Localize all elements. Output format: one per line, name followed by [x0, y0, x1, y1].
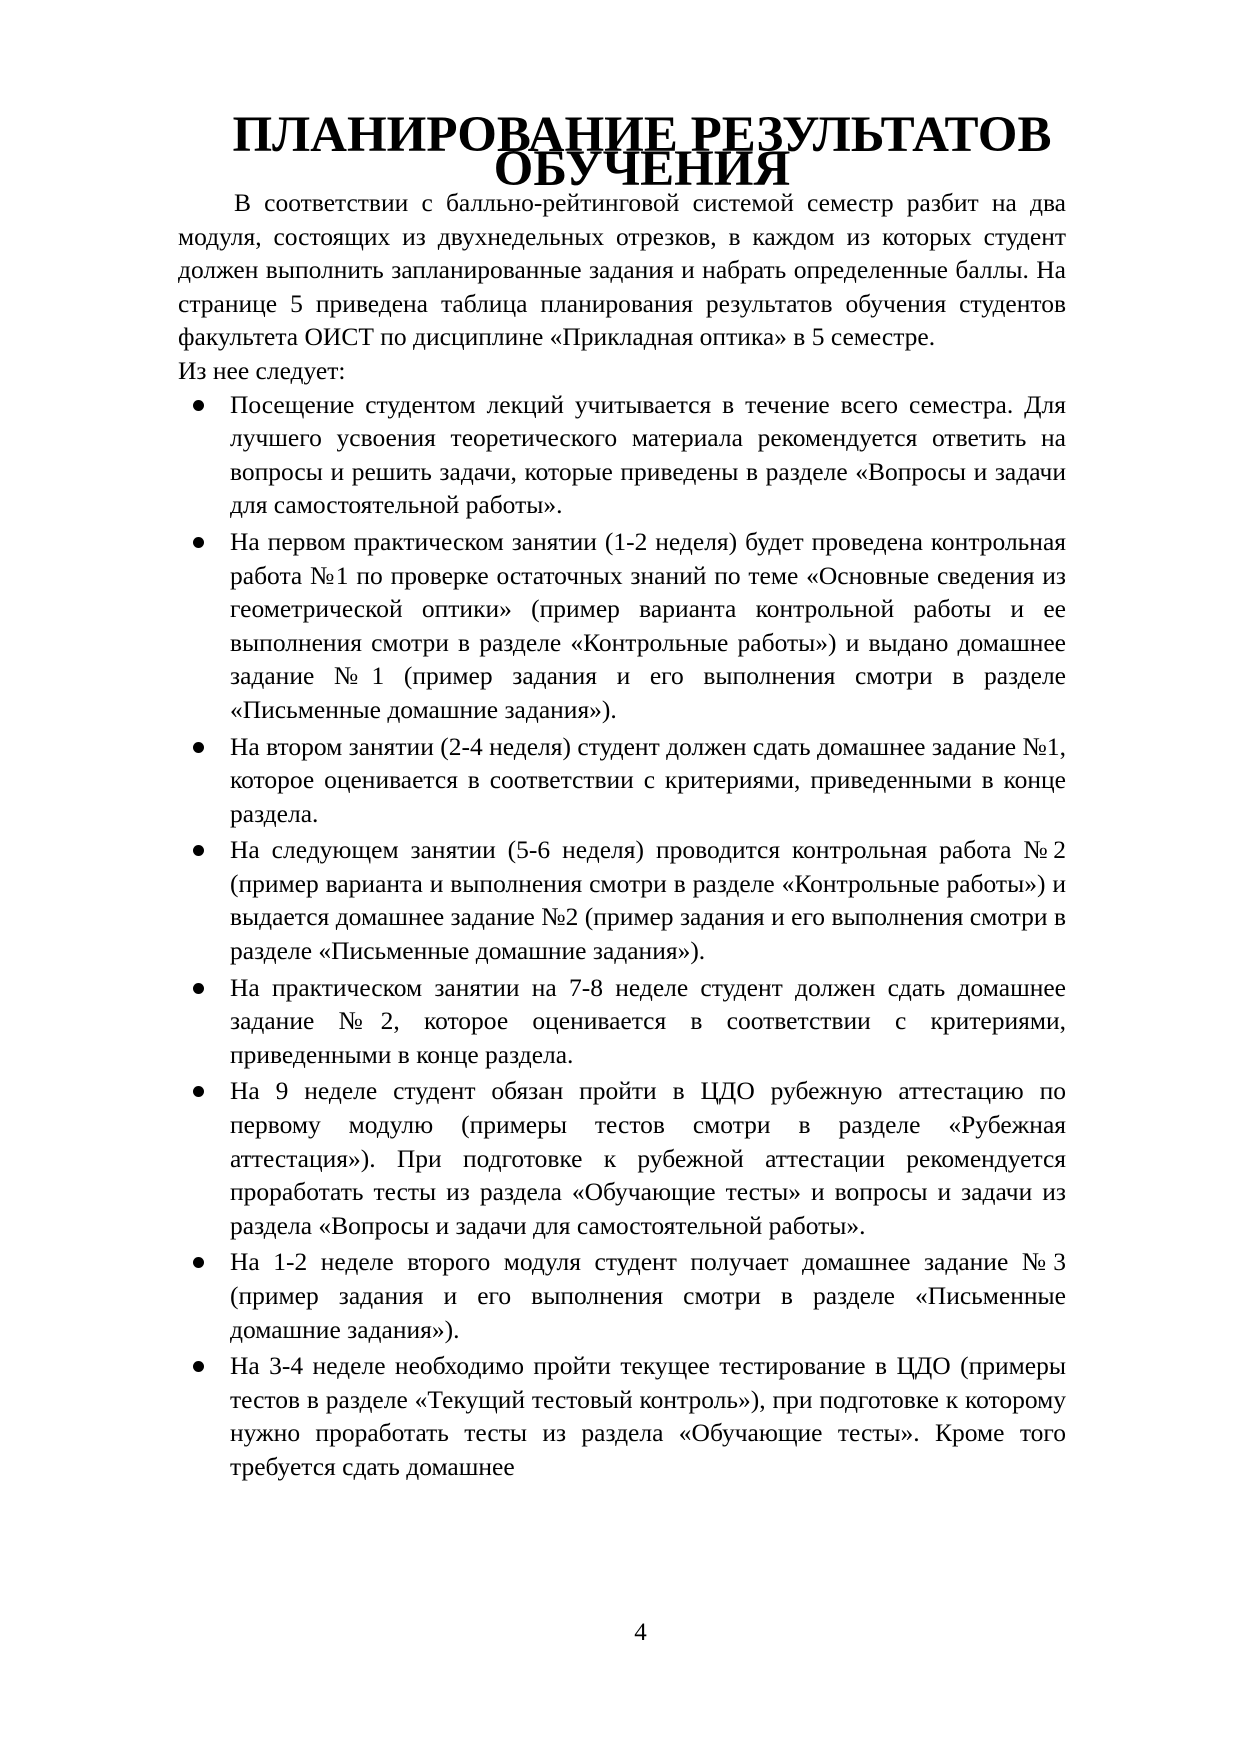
bullet-icon [193, 845, 204, 856]
list-item [178, 730, 1066, 831]
list-item [178, 525, 1066, 727]
bullet-icon [193, 1086, 204, 1097]
document-page [178, 107, 1066, 1487]
list-item [178, 388, 1066, 522]
bullet-icon [193, 1361, 204, 1372]
list-item-text: Посещение студентом лекций учитывается в течение всего семестра. Для лучшего усвоения теоретического материала рекомендуется ответить на вопросы и решить задачи, которые приведены в разделе «Вопросы и задачи для самостоятельной работы». [230, 389, 1066, 520]
list-item-text: На первом практическом занятии (1-2 неделя) будет проведена контрольная работа №1 по проверке остаточных знаний по теме «Основные сведения из геометрической оптики» (пример варианта контрольной работы и ее выполнения смотри в разделе «Контрольные работы») и выдано домашнее задание №1 (пример задания и его выполнения смотри в разделе «Письменные домашние задания»). [230, 526, 1066, 724]
bullet-icon [193, 400, 204, 411]
bullet-list [178, 388, 1066, 1484]
list-item-text: На 9 неделе студент обязан пройти в ЦДО рубежную аттестацию по первому модулю (примеры тестов смотри в разделе «Рубежная аттестация»). При подготовке к рубежной аттестации рекомендуется проработать тесты из раздела «Обучающие тесты» и вопросы и задачи из раздела «Вопросы и задачи для самостоятельной работы». [230, 1076, 1066, 1240]
lead-text: Из нее следует: [178, 355, 346, 385]
list-item [178, 971, 1066, 1072]
list-item [178, 1074, 1066, 1242]
bullet-icon [193, 537, 204, 548]
list-item [178, 1349, 1066, 1483]
list-item-text: На 1-2 неделе второго модуля студент получает домашнее задание №3 (пример задания и его выполнения смотри в разделе «Письменные домашние задания»). [230, 1247, 1066, 1344]
page-title: ПЛАНИРОВАНИЕ РЕЗУЛЬТАТОВ ОБУЧЕНИЯ [232, 107, 1052, 197]
bullet-icon [193, 742, 204, 753]
list-item-text: На 3-4 неделе необходимо пройти текущее тестирование в ЦДО (примеры тестов в разделе «Текущий тестовый контроль»), при подготовке к которому нужно проработать тесты из раздела «Обучающие тесты». Кроме того требуется сдать домашнее [230, 1351, 1066, 1481]
list-item-text: На следующем занятии (5-6 неделя) проводится контрольная работа №2 (пример варианта и выполнения смотри в разделе «Контрольные работы») и выдается домашнее задание №2 (пример задания и его выполнения смотри в разделе «Письменные домашние задания»). [230, 835, 1066, 966]
page-number: 4 [634, 1619, 647, 1646]
list-item [178, 1245, 1066, 1346]
bullet-icon [193, 1257, 204, 1268]
list-item-text: На практическом занятии на 7-8 неделе студент должен сдать домашнее задание №2, которое оценивается в соответствии с критериями, приведенными в конце раздела. [230, 972, 1066, 1069]
bullet-icon [193, 983, 204, 994]
list-item [178, 833, 1066, 967]
intro-paragraph: В соответствии с балльно-рейтинговой системой семестр разбит на два модуля, состоящих из двухнедельных отрезков, в каждом из которых студент должен выполнить запланированные задания и набрать определенные баллы. На странице 5 приведена таблица планирования результатов обучения студентов факультета ОИСТ по дисциплине «Прикладная оптика» в 5 семестре. [178, 188, 1066, 352]
list-item-text: На втором занятии (2-4 неделя) студент должен сдать домашнее задание №1, которое оценивается в соответствии с критериями, приведенными в конце раздела. [230, 731, 1066, 828]
